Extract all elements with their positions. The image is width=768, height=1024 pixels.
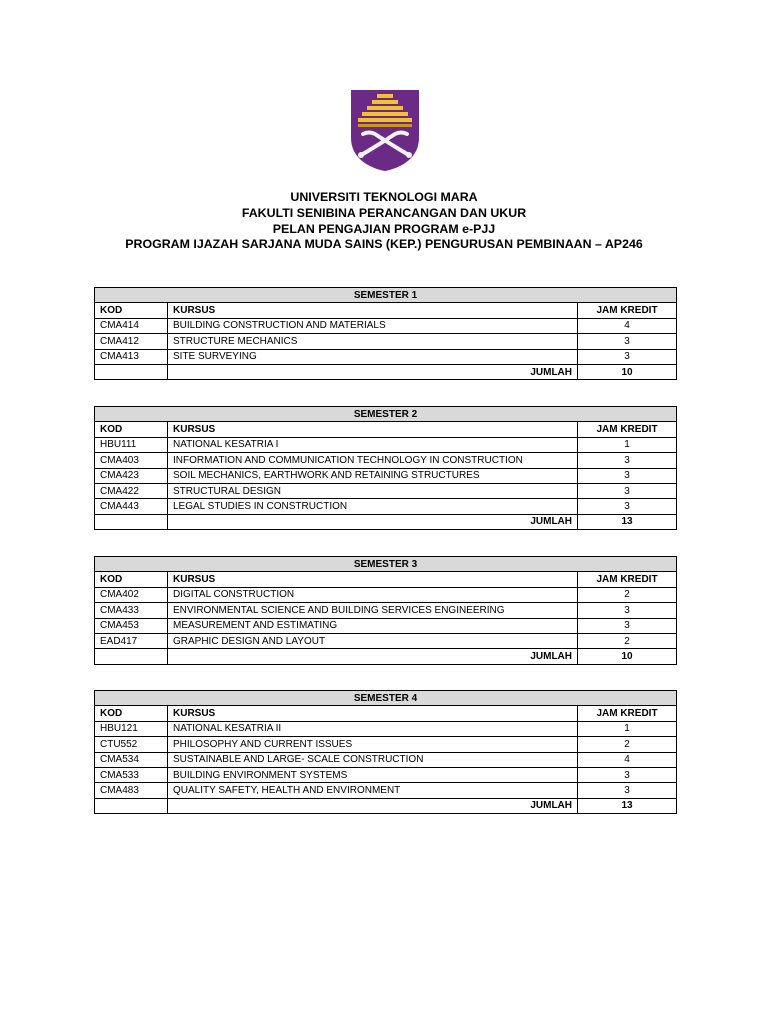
uitm-crest-icon: [349, 88, 421, 172]
course-code: CMA402: [95, 587, 168, 602]
table-row: [95, 349, 677, 364]
course-code: CTU552: [95, 737, 168, 752]
kod-header: KOD: [95, 422, 168, 437]
course-name: SITE SURVEYING: [168, 349, 578, 364]
column-header-row: [95, 706, 677, 721]
course-name: NATIONAL KESATRIA I: [168, 437, 578, 452]
course-name: GRAPHIC DESIGN AND LAYOUT: [168, 633, 578, 648]
column-header-row: [95, 572, 677, 587]
total-row: [95, 364, 677, 379]
kod-header: KOD: [95, 303, 168, 318]
table-row: [95, 783, 677, 798]
credit-hours: 4: [578, 318, 677, 333]
table-row: [95, 334, 677, 349]
total-label: JUMLAH: [168, 364, 578, 379]
jam-kredit-header: JAM KREDIT: [578, 422, 677, 437]
table-row: [95, 633, 677, 648]
table-row: [95, 752, 677, 767]
course-name: PHILOSOPHY AND CURRENT ISSUES: [168, 737, 578, 752]
semester-title: SEMESTER 2: [95, 407, 677, 422]
course-code: CMA433: [95, 603, 168, 618]
table-row: [95, 721, 677, 736]
course-code: CMA403: [95, 453, 168, 468]
course-name: NATIONAL KESATRIA II: [168, 721, 578, 736]
course-code: CMA483: [95, 783, 168, 798]
course-name: INFORMATION AND COMMUNICATION TECHNOLOGY IN CONSTRUCTION: [168, 453, 578, 468]
table-row: [95, 618, 677, 633]
semester-1-table: [94, 287, 677, 380]
jam-kredit-header: JAM KREDIT: [578, 706, 677, 721]
kursus-header: KURSUS: [168, 706, 578, 721]
total-label: JUMLAH: [168, 798, 578, 813]
university-name: UNIVERSITI TEKNOLOGI MARA: [290, 190, 478, 204]
total-label: JUMLAH: [168, 514, 578, 529]
credit-hours: 2: [578, 737, 677, 752]
course-code: CMA414: [95, 318, 168, 333]
course-code: CMA413: [95, 349, 168, 364]
total-credit-hours: 10: [578, 364, 677, 379]
kursus-header: KURSUS: [168, 422, 578, 437]
table-row: [95, 767, 677, 782]
semester-title-row: [95, 288, 677, 303]
credit-hours: 1: [578, 437, 677, 452]
credit-hours: 3: [578, 334, 677, 349]
course-code: CMA412: [95, 334, 168, 349]
total-credit-hours: 10: [578, 649, 677, 664]
column-header-row: [95, 303, 677, 318]
credit-hours: 4: [578, 752, 677, 767]
semester-title-row: [95, 557, 677, 572]
course-name: BUILDING CONSTRUCTION AND MATERIALS: [168, 318, 578, 333]
course-code: CMA453: [95, 618, 168, 633]
semester-2-table: [94, 406, 677, 530]
course-name: SUSTAINABLE AND LARGE- SCALE CONSTRUCTION: [168, 752, 578, 767]
table-row: [95, 318, 677, 333]
column-header-row: [95, 422, 677, 437]
course-code: CMA534: [95, 752, 168, 767]
kod-header: KOD: [95, 706, 168, 721]
course-code: HBU111: [95, 437, 168, 452]
semester-title-row: [95, 691, 677, 706]
credit-hours: 2: [578, 633, 677, 648]
course-name: ENVIRONMENTAL SCIENCE AND BUILDING SERVICES ENGINEERING: [168, 603, 578, 618]
course-name: BUILDING ENVIRONMENT SYSTEMS: [168, 767, 578, 782]
credit-hours: 3: [578, 468, 677, 483]
course-code: CMA422: [95, 483, 168, 498]
credit-hours: 3: [578, 783, 677, 798]
kursus-header: KURSUS: [168, 572, 578, 587]
course-name: STRUCTURAL DESIGN: [168, 483, 578, 498]
table-row: [95, 483, 677, 498]
table-row: [95, 453, 677, 468]
semester-3-table: [94, 556, 677, 665]
course-name: SOIL MECHANICS, EARTHWORK AND RETAINING STRUCTURES: [168, 468, 578, 483]
kursus-header: KURSUS: [168, 303, 578, 318]
empty-cell: [95, 364, 168, 379]
course-code: EAD417: [95, 633, 168, 648]
course-name: LEGAL STUDIES IN CONSTRUCTION: [168, 499, 578, 514]
empty-cell: [95, 649, 168, 664]
uitm-crest-logo: [349, 88, 421, 172]
course-code: CMA443: [95, 499, 168, 514]
total-row: [95, 649, 677, 664]
jam-kredit-header: JAM KREDIT: [578, 303, 677, 318]
credit-hours: 3: [578, 618, 677, 633]
semester-4-table: [94, 690, 677, 814]
semester-title: SEMESTER 1: [95, 288, 677, 303]
course-code: CMA423: [95, 468, 168, 483]
empty-cell: [95, 798, 168, 813]
program-title: PROGRAM IJAZAH SARJANA MUDA SAINS (KEP.) PENGURUSAN PEMBINAAN – AP246: [125, 237, 643, 252]
course-code: HBU121: [95, 721, 168, 736]
total-row: [95, 798, 677, 813]
table-row: [95, 437, 677, 452]
semester-title-row: [95, 407, 677, 422]
semester-title: SEMESTER 3: [95, 557, 677, 572]
table-row: [95, 468, 677, 483]
credit-hours: 3: [578, 453, 677, 468]
plan-title: PELAN PENGAJIAN PROGRAM e-PJJ: [272, 221, 496, 236]
course-name: DIGITAL CONSTRUCTION: [168, 587, 578, 602]
credit-hours: 3: [578, 767, 677, 782]
course-name: MEASUREMENT AND ESTIMATING: [168, 618, 578, 633]
total-row: [95, 514, 677, 529]
course-name: QUALITY SAFETY, HEALTH AND ENVIRONMENT: [168, 783, 578, 798]
credit-hours: 3: [578, 483, 677, 498]
faculty-name: FAKULTI SENIBINA PERANCANGAN DAN UKUR: [241, 205, 527, 220]
document-heading: [0, 190, 768, 253]
credit-hours: 3: [578, 603, 677, 618]
total-label: JUMLAH: [168, 649, 578, 664]
semester-title: SEMESTER 4: [95, 691, 677, 706]
total-credit-hours: 13: [578, 514, 677, 529]
total-credit-hours: 13: [578, 798, 677, 813]
course-code: CMA533: [95, 767, 168, 782]
credit-hours: 3: [578, 499, 677, 514]
kod-header: KOD: [95, 572, 168, 587]
table-row: [95, 603, 677, 618]
table-row: [95, 587, 677, 602]
empty-cell: [95, 514, 168, 529]
credit-hours: 1: [578, 721, 677, 736]
credit-hours: 3: [578, 349, 677, 364]
jam-kredit-header: JAM KREDIT: [578, 572, 677, 587]
table-row: [95, 499, 677, 514]
course-name: STRUCTURE MECHANICS: [168, 334, 578, 349]
table-row: [95, 737, 677, 752]
credit-hours: 2: [578, 587, 677, 602]
